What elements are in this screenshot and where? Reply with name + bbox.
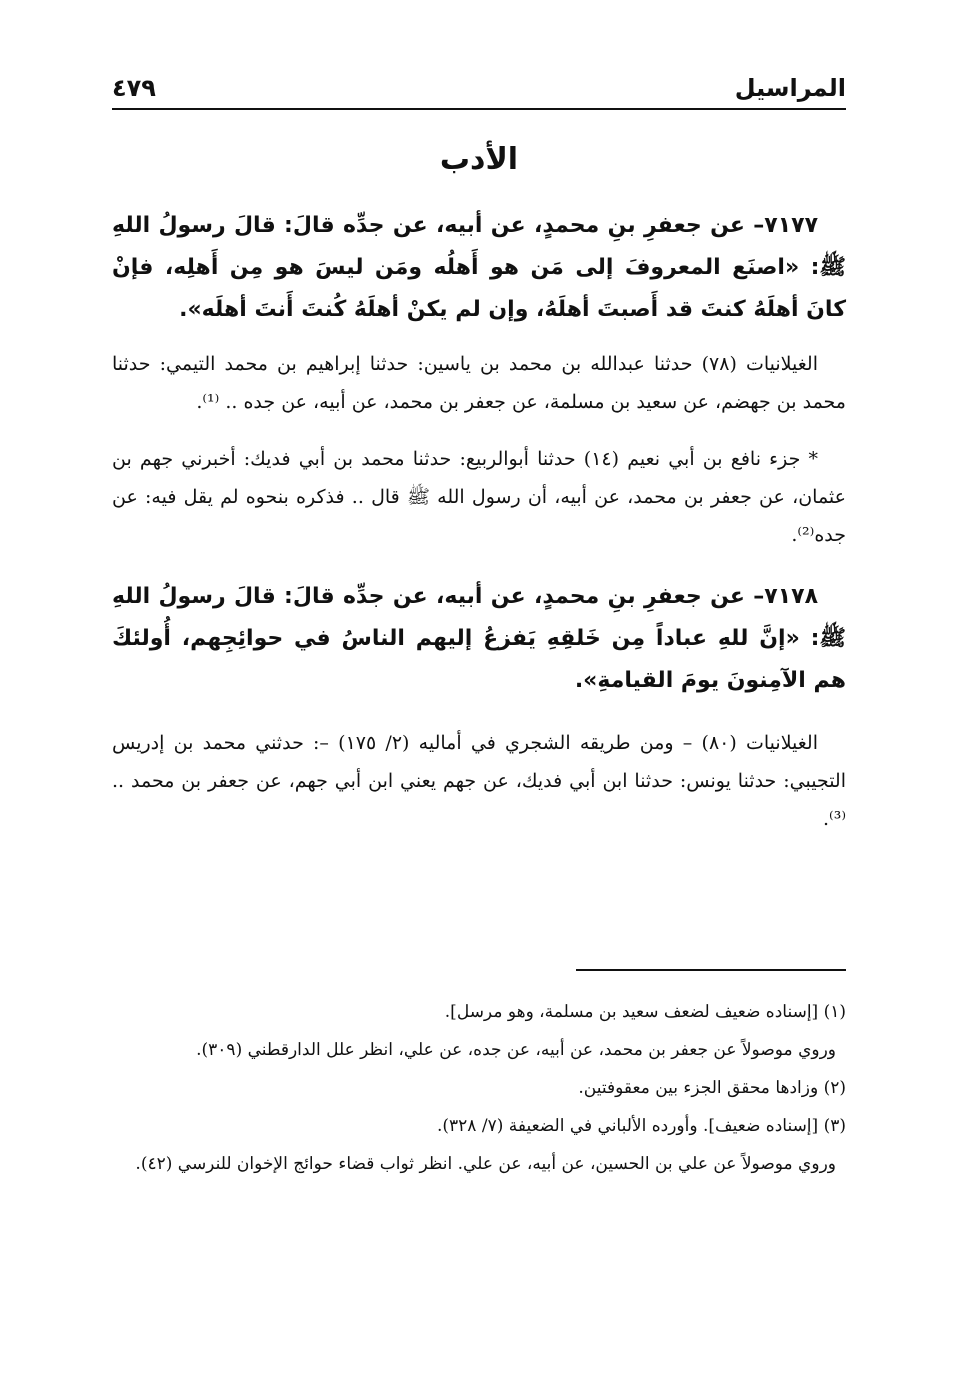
source-ghaylaniyat-80: الغيلانيات (٨٠) – ومن طريقه الشجري في أماليه (٢/ ١٧٥) –: حدثني محمد بن إدريس التجيبي: حدثنا يونس: حدثنا ابن أبي فديك، عن جهم يعني ابن أبي جهم، عن جعفر بن محمد .. ⁽³⁾.	[112, 732, 846, 830]
main-text	[112, 205, 846, 857]
hadith-7177: ٧١٧٧– عن جعفرِ بنِ محمدٍ، عن أبيه، عن جدِّه قالَ: قالَ رسولُ اللهِ ﷺ: «اصنَع المعروفَ إلى مَن هو أَهلُه ومَن ليسَ هو مِن أَهلِه، فإنْ كانَ أهلَهُ كنتَ قد أَصبتَ أهلَهُ، وإن لم يكنْ أهلَهُ كُنتَ أَنتَ أهلَه».	[112, 213, 846, 322]
footnote-separator	[576, 969, 846, 971]
page-header	[112, 72, 846, 110]
running-title: المراسيل	[734, 74, 846, 102]
footnotes	[112, 996, 846, 1186]
footnote-1: (١) [إسناده ضعيف لضعف سعيد بن مسلمة، وهو مرسل].	[444, 1002, 846, 1022]
footnote-3-continuation: وروي موصولاً عن علي بن الحسين، عن أبيه، عن علي. انظر ثواب قضاء حوائج الإخوان للنرسي (٤٢).	[135, 1154, 836, 1174]
hadith-7178: ٧١٧٨– عن جعفرِ بنِ محمدٍ، عن أبيه، عن جدِّه قالَ: قالَ رسولُ اللهِ ﷺ: «إنَّ للهِ عباداً مِن خَلقِهِ يَفزعُ إليهم الناسُ في حوائِجِهم، أُولئكَ هم الآمِنونَ يومَ القيامةِ».	[112, 584, 846, 693]
source-nafi-14: * جزء نافع بن أبي نعيم (١٤) حدثنا أبوالربيع: حدثنا محمد بن أبي فديك: أخبرني جهم بن عثمان، عن جعفر بن محمد، عن أبيه، أن رسول الله ﷺ قال .. فذكره بنحوه لم يقل فيه: عن جده⁽²⁾.	[112, 448, 846, 546]
footnote-2: (٢) وزادها محقق الجزء بين معقوفتين.	[578, 1078, 846, 1098]
footnote-1-continuation: وروي موصولاً عن جعفر بن محمد، عن أبيه، عن جده، عن علي، انظر علل الدارقطني (٣٠٩).	[196, 1040, 836, 1060]
source-ghaylaniyat-78: الغيلانيات (٧٨) حدثنا عبدالله بن محمد بن ياسين: حدثنا إبراهيم بن محمد التيمي: حدثنا محمد بن جهضم، عن سعيد بن مسلمة، عن جعفر بن محمد، عن أبيه، عن جده .. ⁽¹⁾.	[112, 353, 846, 413]
page-number: ٤٧٩	[112, 74, 156, 102]
footnote-3: (٣) [إسناده ضعيف]. وأورده الألباني في الضعيفة (٧/ ٣٢٨).	[436, 1116, 846, 1136]
chapter-title: الأدب	[439, 142, 519, 177]
